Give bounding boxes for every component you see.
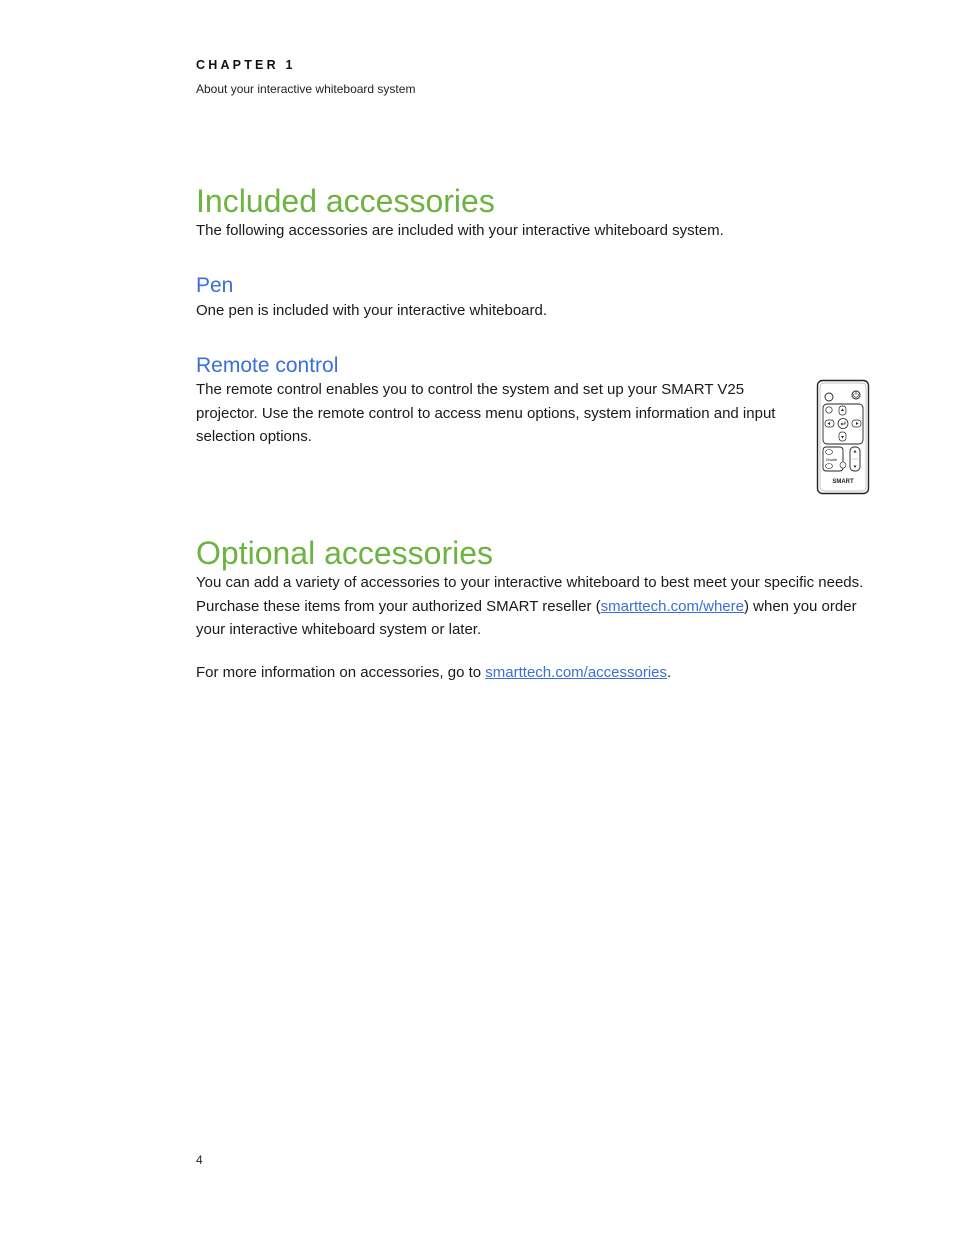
optional-line-3: your interactive whiteboard system or later. [196,621,482,638]
remote-body-line-1: The remote control enables you to control the system and set up your SMART V25 [196,381,745,398]
optional-line-2-post: ) when you order [744,597,857,615]
optional-line-2-pre: Purchase these items from your authorized SMART reseller ( [196,597,601,615]
pen-heading: Pen [196,274,234,297]
optional-accessories-heading: Optional accessories [196,535,494,571]
remote-brand-logo: SMART [832,479,854,485]
svg-text:Disable: Disable [826,458,838,462]
smarttech-where-link[interactable]: smarttech.com/where [600,597,744,615]
page-number: 4 [196,1153,203,1167]
more-info-pre: For more information on accessories, go to [196,664,486,681]
remote-body-line-3: selection options. [196,428,312,445]
pen-body: One pen is included with your interactive whiteboard. [196,302,548,319]
chapter-title: About your interactive whiteboard system [196,82,416,96]
optional-line-1: You can add a variety of accessories to your interactive whiteboard to best meet your specific needs. [196,574,864,591]
included-accessories-heading: Included accessories [196,183,495,219]
remote-control-image [816,379,870,495]
more-info-post: . [667,664,672,681]
remote-control-heading: Remote control [196,354,339,377]
optional-line-2 [196,595,863,619]
included-accessories-intro: The following accessories are included with your interactive whiteboard system. [196,222,724,239]
chapter-label: CHAPTER 1 [196,58,296,72]
remote-control-body [196,378,775,449]
optional-accessories-paragraph [196,571,863,642]
more-info-paragraph [196,661,671,685]
smarttech-accessories-link[interactable]: smarttech.com/accessories [485,664,668,681]
remote-body-line-2: projector. Use the remote control to access menu options, system information and input [196,404,776,422]
